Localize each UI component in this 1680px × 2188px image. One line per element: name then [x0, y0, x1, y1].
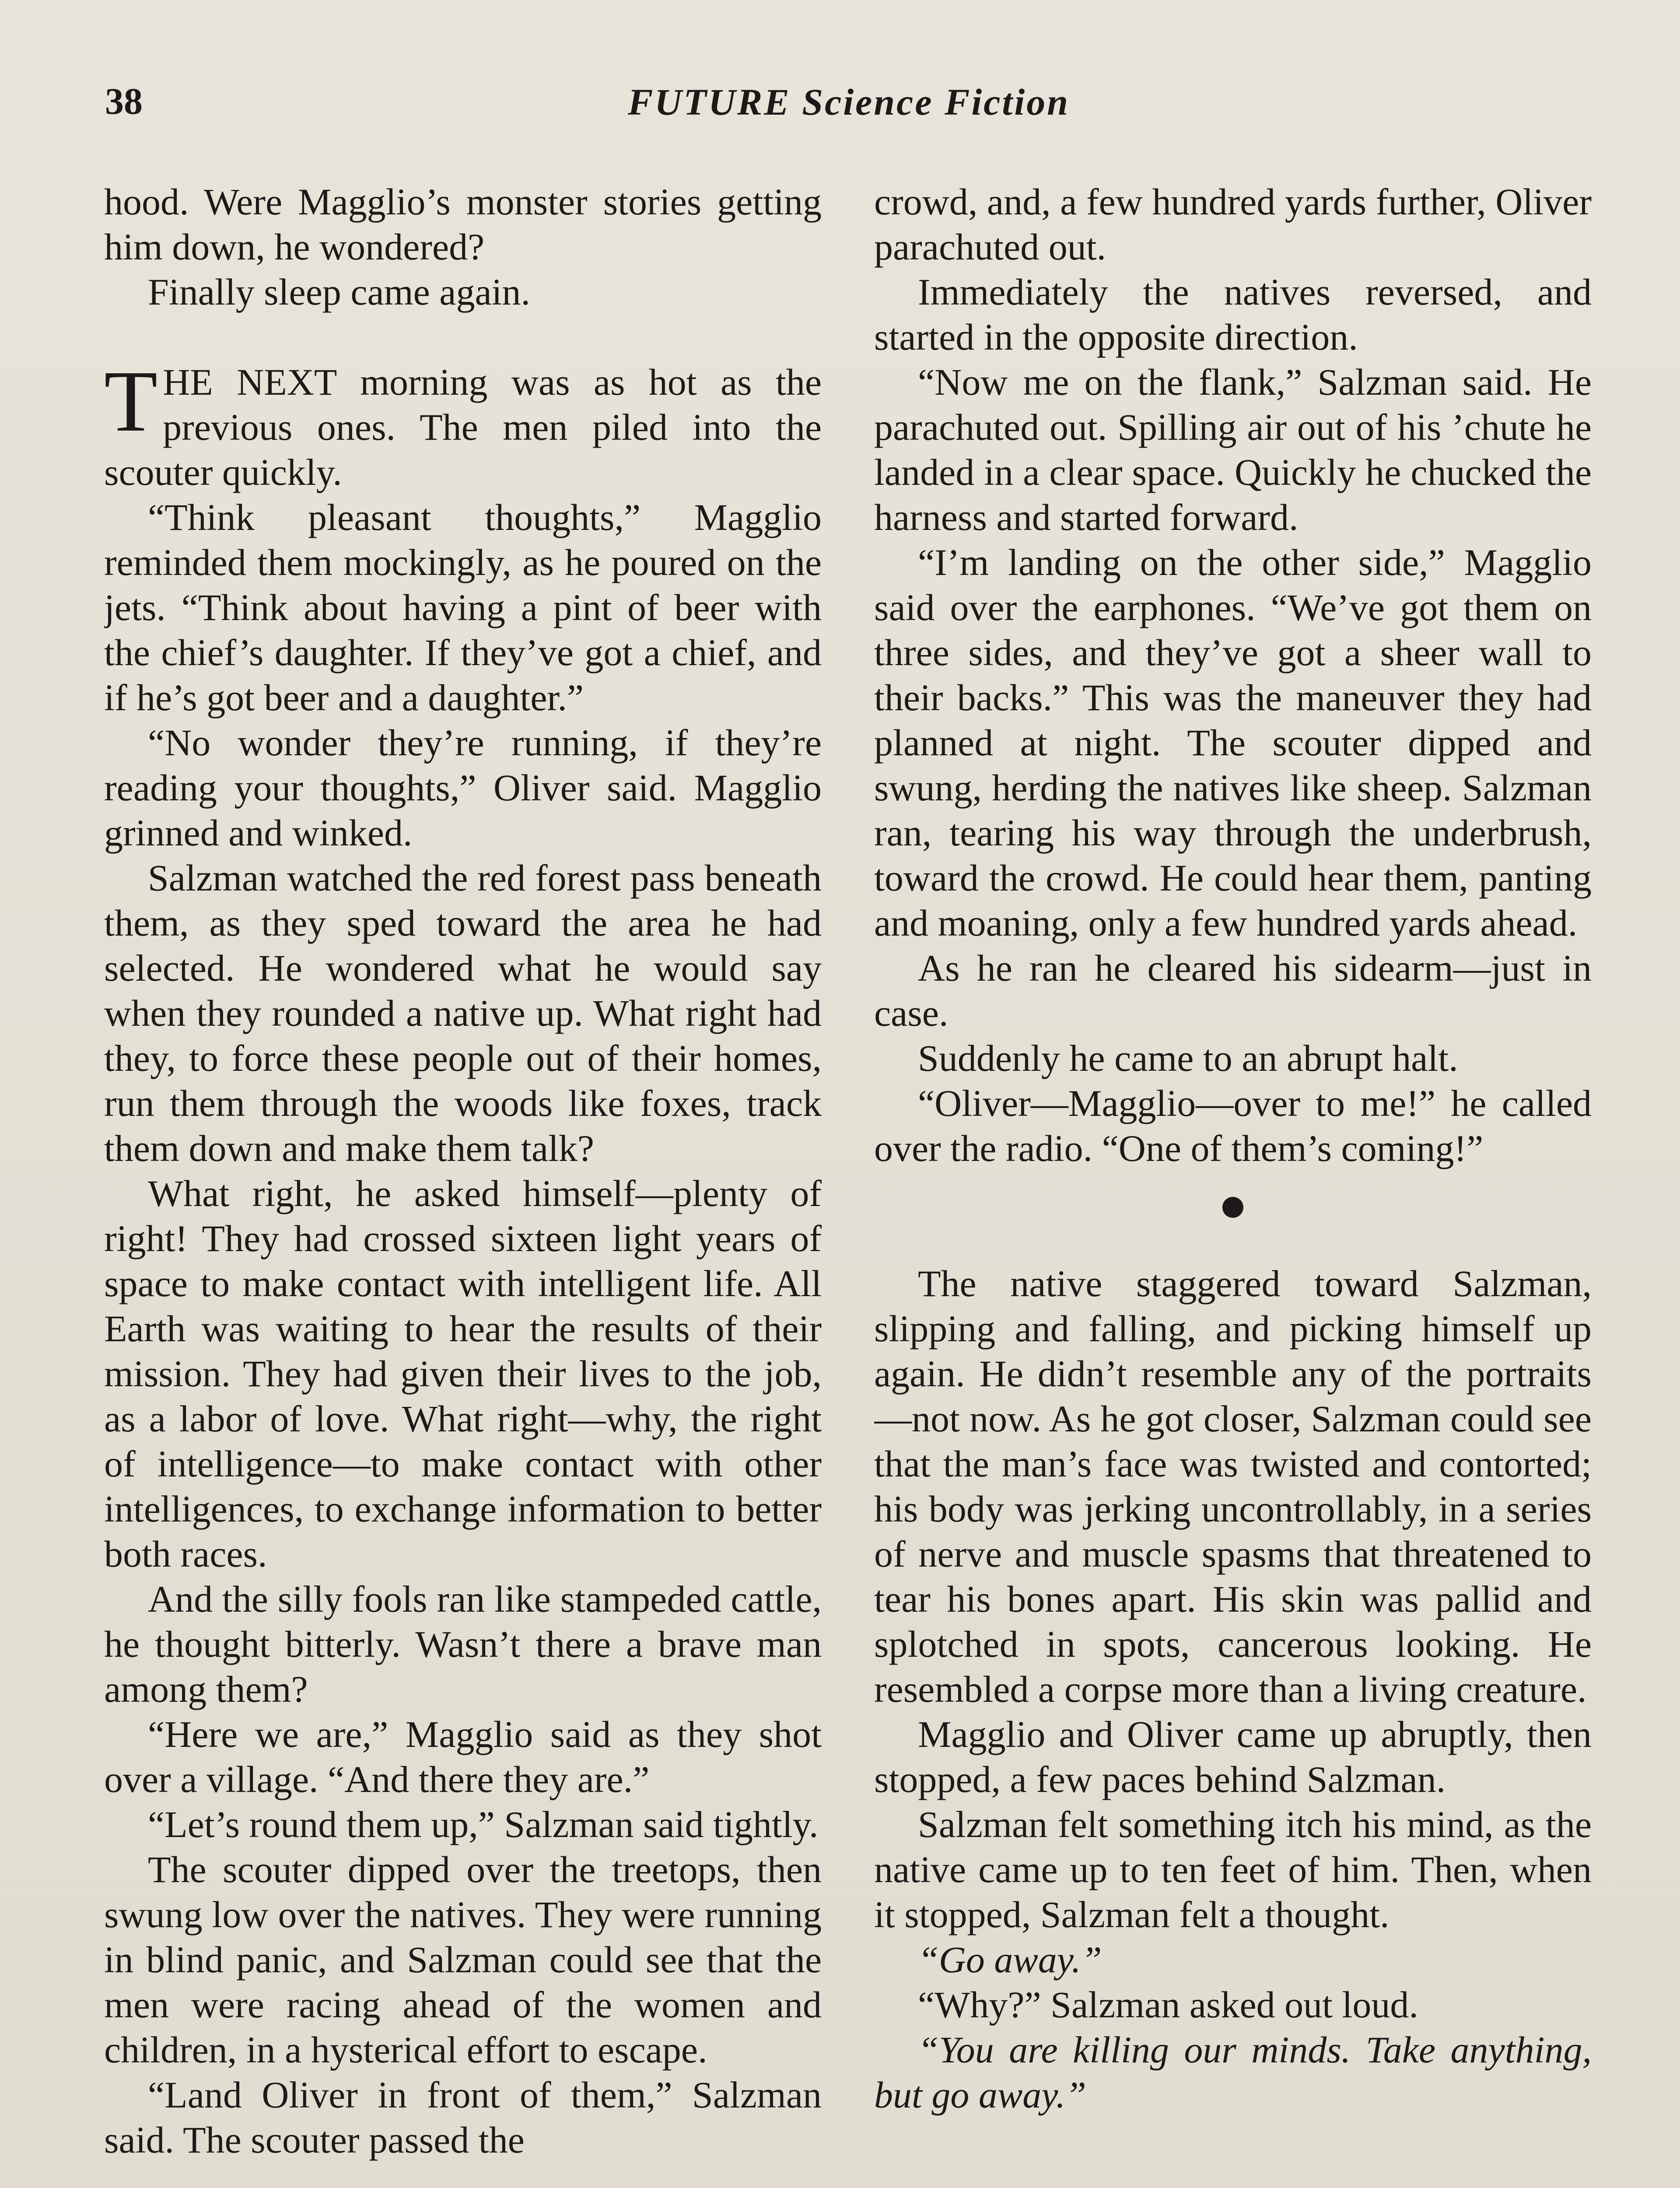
paragraph: Magglio and Oliver came up abruptly, then stopped, a few paces behind Salzman. — [874, 1713, 1592, 1800]
paragraph: “Go away.” — [918, 1939, 1102, 1981]
left-column — [104, 179, 822, 2188]
paragraph: crowd, and, a few hundred yards further, Oliver parachuted out. — [874, 181, 1592, 268]
page-number: 38 — [105, 80, 143, 122]
drop-cap-letter: T — [104, 353, 158, 450]
small-caps-lead: HE NEXT — [163, 361, 336, 403]
section-break — [874, 1171, 1592, 1261]
paragraph: “No wonder they’re running, if they’re reading your thoughts,” Oliver said. Magglio grinned and winked. — [104, 722, 822, 854]
paragraph: And the silly fools ran like stampeded cattle, he thought bitterly. Wasn’t there a brave man among them? — [104, 1578, 822, 1710]
paragraph: “Land Oliver in front of them,” Salzman said. The scouter passed the — [104, 2074, 822, 2161]
section-opening-paragraph — [104, 353, 822, 495]
paragraph: “Here we are,” Magglio said as they shot over a village. “And there they are.” — [104, 1713, 822, 1800]
paragraph: The scouter dipped over the treetops, then swung low over the natives. They were running in blind panic, and Salzman could see that the men were racing ahead of the women and children, in a hysterical effort to escape. — [104, 1848, 822, 2071]
paragraph: “Think pleasant thoughts,” Magglio reminded them mockingly, as he poured on the jets. “Think about having a pint of beer with the chief’s daughter. If they’ve got a chief, and if he’s got beer and a daughter.” — [104, 496, 822, 719]
right-column — [874, 179, 1592, 2188]
paragraph: The native staggered toward Salzman, slipping and falling, and picking himself up again. He didn’t resemble any of the portraits—not now. As he got closer, Salzman could see that the man’s face was twisted and contorted; his body was jerking uncontrollably, in a series of nerve and muscle spasms that threatened to tear his bones apart. His skin was pallid and splotched in spots, cancerous looking. He resembled a corpse more than a living creature. — [874, 1262, 1592, 1710]
running-title: FUTURE Science Fiction — [627, 81, 1070, 123]
section-break-dot — [1222, 1197, 1243, 1218]
paragraph: “Now me on the flank,” Salzman said. He parachuted out. Spilling air out of his ’chute he landed in a clear space. Quickly he chucked the harness and started forward. — [874, 361, 1592, 538]
opening-text: morning was as hot as the previous ones. The men piled into the scouter quickly. — [104, 361, 822, 493]
paragraph: Suddenly he came to an abrupt halt. — [918, 1037, 1458, 1079]
paragraph: “You are killing our minds. Take anything, but go away.” — [874, 2029, 1592, 2116]
paragraph: As he ran he cleared his sidearm—just in case. — [874, 947, 1592, 1034]
paragraph: “Why?” Salzman asked out loud. — [918, 1984, 1418, 2026]
page-header — [105, 66, 1592, 136]
paragraph: “Oliver—Magglio—over to me!” he called over the radio. “One of them’s coming!” — [874, 1082, 1592, 1169]
paragraph: Immediately the natives reversed, and started in the opposite direction. — [874, 271, 1592, 358]
paragraph: “I’m landing on the other side,” Magglio said over the earphones. “We’ve got them on three sides, and they’ve got a sheer wall to their backs.” This was the maneuver they had planned at night. The scouter dipped and swung, herding the natives like sheep. Salzman ran, tearing his way through the underbrush, toward the crowd. He could hear them, panting and moaning, only a few hundred yards ahead. — [874, 541, 1592, 944]
paragraph: Salzman felt something itch his mind, as the native came up to ten feet of him. Then, when it stopped, Salzman felt a thought. — [874, 1803, 1592, 1936]
paragraph: “Let’s round them up,” Salzman said tightly. — [148, 1803, 819, 1845]
paragraph: What right, he asked himself—plenty of right! They had crossed sixteen light years of space to make contact with intelligent life. All Earth was waiting to hear the results of their mission. They had given their lives to the job, as a labor of love. What right—why, the right of intelligence—to make contact with other intelligences, to exchange information to better both races. — [104, 1172, 822, 1575]
paragraph: hood. Were Magglio’s monster stories getting him down, he wondered? — [104, 181, 822, 268]
paragraph: Salzman watched the red forest pass beneath them, as they sped toward the area he had selected. He wondered what he would say when they rounded a native up. What right had they, to force these people out of their homes, run them through the woods like foxes, track them down and make them talk? — [104, 857, 822, 1169]
text-columns — [104, 179, 1592, 2188]
paragraph: Finally sleep came again. — [148, 271, 531, 313]
